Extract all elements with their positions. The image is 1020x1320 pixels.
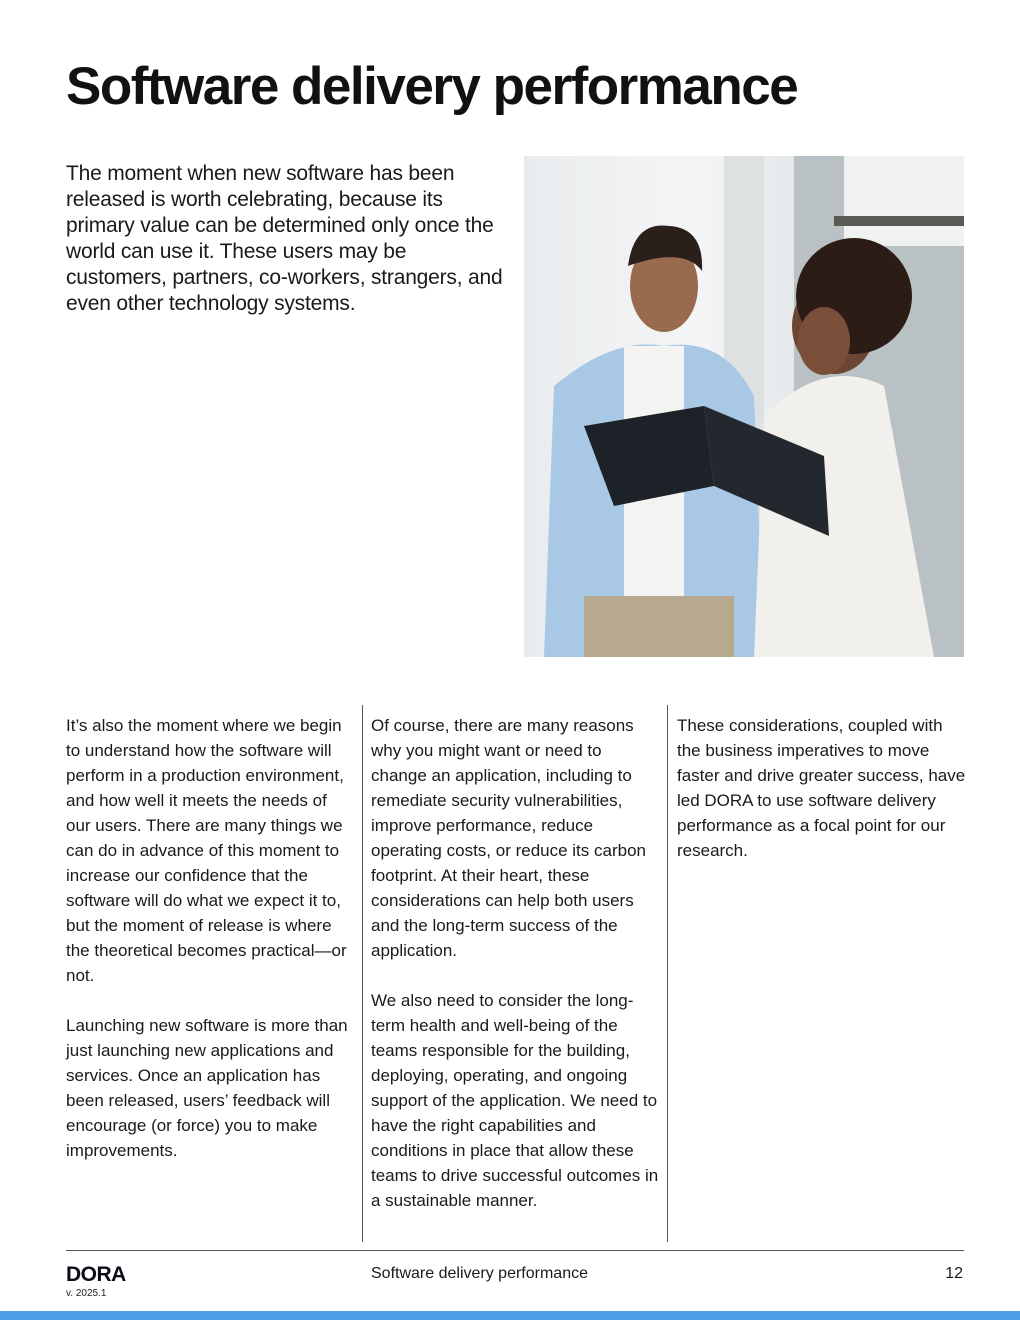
version-label: v. 2025.1 [66,1288,107,1299]
body-paragraph: We also need to consider the long-term health and well-being of the teams responsible for the building, deploying, operating, and ongoing support of the application. We need to have the right capabilities and conditions in place that allow these teams to drive successful outcomes in a sustainable manner. [371,991,659,1210]
body-paragraph: These considerations, coupled with the business imperatives to move faster and drive greater success, have led DORA to use software delivery performance as a focal point for our research. [677,716,966,860]
body-paragraph: Launching new software is more than just launching new applications and services. Once an application has been released, users’ feedback will encourage (or force) you to make improvements. [66,1016,348,1160]
body-column-3 [677,713,967,888]
dora-logo: DORA [66,1263,126,1286]
page-number: 12 [945,1265,963,1282]
page-title: Software delivery performance [66,57,798,116]
body-column-1 [66,713,350,1188]
body-paragraph: It’s also the moment where we begin to understand how the software will perform in a production environment, and how well it meets the needs of our users. There are many things we can do in advance of this moment to increase our confidence that the software will do what we expect it to, but the moment of release is where the theoretical becomes practical—or not. [66,716,347,985]
column-divider [362,705,363,1242]
photo-two-people-reading-folder [524,156,964,657]
body-column-2 [371,713,661,1238]
photo-illustration [524,156,964,657]
footer-divider [66,1250,964,1251]
column-divider [667,705,668,1242]
accent-bar [0,1311,1020,1320]
body-paragraph: Of course, there are many reasons why you might want or need to change an application, including to remediate security vulnerabilities, improve performance, reduce operating costs, or reduce its carbon footprint. At their heart, these considerations can help both users and the long-term success of the application. [371,716,646,960]
intro-paragraph: The moment when new software has been released is worth celebrating, because its primary value can be determined only once the world can use it. These users may be customers, partners, co-workers, strangers, and even other technology systems. [66,162,503,315]
footer-section-title: Software delivery performance [371,1265,588,1282]
